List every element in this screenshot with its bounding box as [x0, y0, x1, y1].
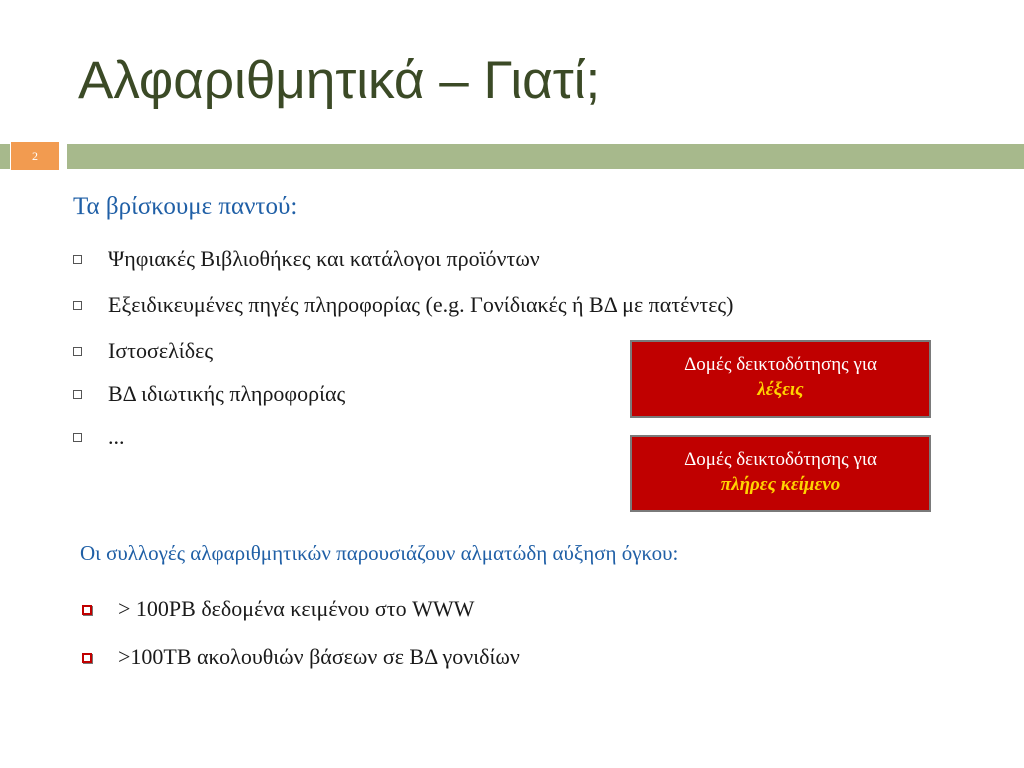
list-item-text: Ψηφιακές Βιβλιοθήκες και κατάλογοι προϊόντων: [108, 246, 540, 271]
square-bullet-icon: [73, 433, 82, 442]
header-bar-left: [0, 144, 10, 169]
list-item-text: ΒΔ ιδιωτικής πληροφορίας: [108, 381, 346, 406]
slide-number: 2: [11, 142, 59, 170]
section-heading: Τα βρίσκουμε παντού:: [73, 193, 298, 220]
square-bullet-icon: [73, 301, 82, 310]
callout-text: Δομές δεικτοδότησης για: [684, 354, 877, 375]
callout-fulltext-index: [630, 435, 931, 512]
list-item-text: > 100PB δεδομένα κειμένου στο WWW: [118, 596, 475, 621]
square-bullet-icon: [73, 255, 82, 264]
red-square-bullet-icon: [82, 605, 92, 615]
list-item-text: ...: [108, 424, 125, 449]
square-bullet-icon: [73, 347, 82, 356]
section-heading-growth: Οι συλλογές αλφαριθμητικών παρουσιάζουν αλματώδη αύξηση όγκου:: [80, 541, 679, 565]
list-item-text: Ιστοσελίδες: [108, 338, 214, 363]
callout-highlight: λέξεις: [757, 379, 804, 400]
callout-highlight: πλήρες κείμενο: [720, 474, 841, 495]
callout-words-index: [630, 340, 931, 418]
red-square-bullet-icon: [82, 653, 92, 663]
header-bar-right: [67, 144, 1024, 169]
slide-title: Αλφαριθμητικά – Γιατί;: [78, 51, 601, 110]
callout-text: Δομές δεικτοδότησης για: [684, 449, 877, 470]
square-bullet-icon: [73, 390, 82, 399]
list-item-text: Εξειδικευμένες πηγές πληροφορίας (e.g. Γονίδιακές ή ΒΔ με πατέντες): [108, 292, 734, 317]
list-item-text: >100TB ακολουθιών βάσεων σε ΒΔ γονιδίων: [118, 644, 520, 669]
